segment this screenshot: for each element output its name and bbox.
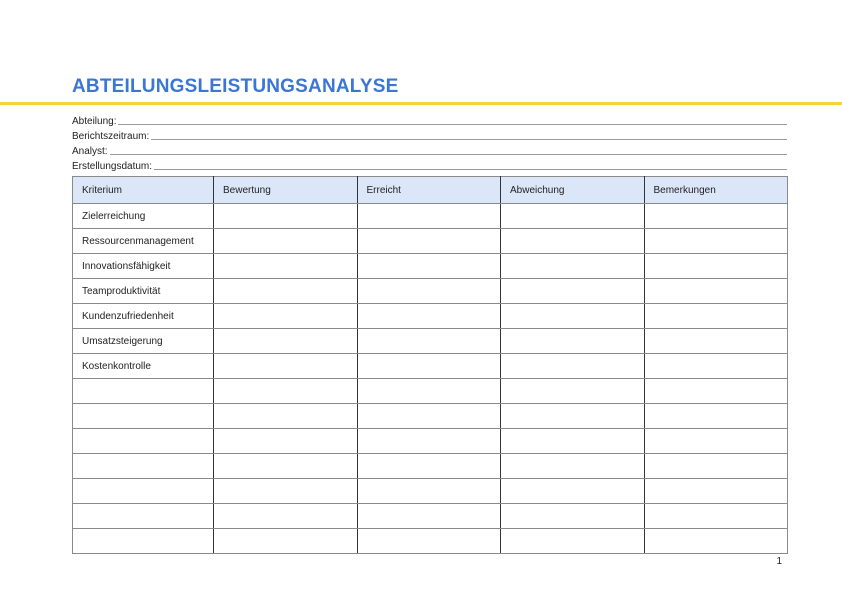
table-row — [73, 304, 788, 329]
criterion-cell — [73, 379, 214, 404]
entry-cell[interactable] — [501, 254, 645, 279]
criterion-cell: Ressourcenmanagement — [73, 229, 214, 254]
field-line[interactable] — [110, 153, 787, 155]
header-fields — [72, 112, 787, 172]
entry-cell[interactable] — [501, 529, 645, 554]
field-label: Abteilung: — [72, 116, 117, 127]
analysis-table — [72, 176, 788, 554]
entry-cell[interactable] — [214, 329, 358, 354]
entry-cell[interactable] — [357, 429, 501, 454]
entry-cell[interactable] — [644, 479, 788, 504]
column-header-erreicht: Erreicht — [357, 177, 501, 204]
criterion-cell — [73, 429, 214, 454]
criterion-cell: Kundenzufriedenheit — [73, 304, 214, 329]
table-row — [73, 529, 788, 554]
entry-cell[interactable] — [644, 229, 788, 254]
entry-cell[interactable] — [644, 204, 788, 229]
entry-cell[interactable] — [501, 479, 645, 504]
entry-cell[interactable] — [357, 254, 501, 279]
entry-cell[interactable] — [357, 479, 501, 504]
table-row — [73, 329, 788, 354]
entry-cell[interactable] — [357, 354, 501, 379]
criterion-cell: Zielerreichung — [73, 204, 214, 229]
entry-cell[interactable] — [501, 354, 645, 379]
entry-cell[interactable] — [644, 504, 788, 529]
table-row — [73, 229, 788, 254]
entry-cell[interactable] — [644, 329, 788, 354]
table-row — [73, 354, 788, 379]
entry-cell[interactable] — [214, 454, 358, 479]
entry-cell[interactable] — [357, 529, 501, 554]
entry-cell[interactable] — [501, 329, 645, 354]
criterion-cell — [73, 454, 214, 479]
entry-cell[interactable] — [357, 404, 501, 429]
entry-cell[interactable] — [644, 279, 788, 304]
criterion-cell — [73, 529, 214, 554]
entry-cell[interactable] — [214, 204, 358, 229]
table-row — [73, 504, 788, 529]
criterion-cell: Umsatzsteigerung — [73, 329, 214, 354]
entry-cell[interactable] — [501, 204, 645, 229]
entry-cell[interactable] — [501, 304, 645, 329]
field-abteilung — [72, 112, 787, 127]
entry-cell[interactable] — [501, 454, 645, 479]
page-number: 1 — [776, 556, 782, 567]
entry-cell[interactable] — [357, 204, 501, 229]
column-header-bewertung: Bewertung — [214, 177, 358, 204]
entry-cell[interactable] — [214, 529, 358, 554]
table-row — [73, 254, 788, 279]
entry-cell[interactable] — [214, 254, 358, 279]
entry-cell[interactable] — [357, 304, 501, 329]
entry-cell[interactable] — [214, 479, 358, 504]
entry-cell[interactable] — [357, 279, 501, 304]
entry-cell[interactable] — [501, 229, 645, 254]
table-body — [73, 204, 788, 554]
table-row — [73, 479, 788, 504]
criterion-cell: Innovationsfähigkeit — [73, 254, 214, 279]
field-line[interactable] — [118, 123, 787, 125]
field-label: Erstellungsdatum: — [72, 161, 153, 172]
entry-cell[interactable] — [214, 404, 358, 429]
entry-cell[interactable] — [214, 504, 358, 529]
entry-cell[interactable] — [357, 504, 501, 529]
criterion-cell — [73, 504, 214, 529]
field-line[interactable] — [151, 138, 787, 140]
table-row — [73, 454, 788, 479]
entry-cell[interactable] — [501, 504, 645, 529]
entry-cell[interactable] — [214, 304, 358, 329]
entry-cell[interactable] — [214, 354, 358, 379]
entry-cell[interactable] — [644, 254, 788, 279]
field-erstellungsdatum — [72, 157, 787, 172]
table-row — [73, 204, 788, 229]
criterion-cell: Teamproduktivität — [73, 279, 214, 304]
entry-cell[interactable] — [644, 429, 788, 454]
entry-cell[interactable] — [214, 379, 358, 404]
table-row — [73, 404, 788, 429]
column-header-kriterium: Kriterium — [73, 177, 214, 204]
criterion-cell — [73, 479, 214, 504]
entry-cell[interactable] — [644, 379, 788, 404]
entry-cell[interactable] — [644, 404, 788, 429]
entry-cell[interactable] — [644, 304, 788, 329]
criterion-cell: Kostenkontrolle — [73, 354, 214, 379]
table-row — [73, 379, 788, 404]
table-row — [73, 279, 788, 304]
entry-cell[interactable] — [501, 279, 645, 304]
field-label: Analyst: — [72, 146, 108, 157]
entry-cell[interactable] — [501, 429, 645, 454]
entry-cell[interactable] — [357, 454, 501, 479]
field-berichtszeitraum — [72, 127, 787, 142]
table-row — [73, 429, 788, 454]
column-header-bemerkungen: Bemerkungen — [644, 177, 788, 204]
entry-cell[interactable] — [501, 404, 645, 429]
title-rule — [0, 102, 842, 105]
column-header-abweichung: Abweichung — [501, 177, 645, 204]
table-header-row — [73, 177, 788, 204]
entry-cell[interactable] — [214, 429, 358, 454]
field-label: Berichtszeitraum: — [72, 131, 150, 142]
entry-cell[interactable] — [357, 229, 501, 254]
entry-cell[interactable] — [644, 454, 788, 479]
entry-cell[interactable] — [357, 329, 501, 354]
entry-cell[interactable] — [644, 529, 788, 554]
entry-cell[interactable] — [214, 229, 358, 254]
field-analyst — [72, 142, 787, 157]
document-title: ABTEILUNGSLEISTUNGSANALYSE — [72, 76, 399, 97]
entry-cell[interactable] — [357, 379, 501, 404]
entry-cell[interactable] — [501, 379, 645, 404]
criterion-cell — [73, 404, 214, 429]
entry-cell[interactable] — [644, 354, 788, 379]
field-line[interactable] — [154, 168, 787, 170]
entry-cell[interactable] — [214, 279, 358, 304]
